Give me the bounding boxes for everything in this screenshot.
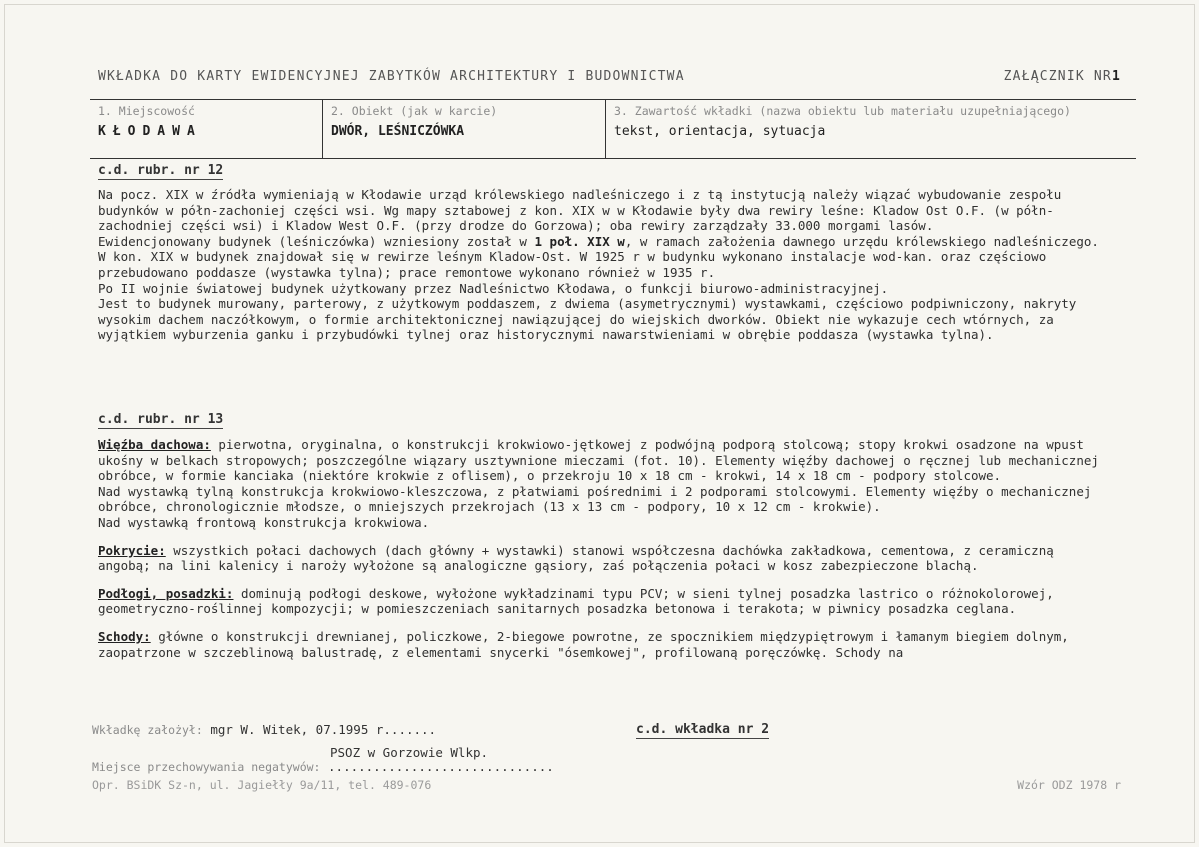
- paragraph: [98, 234, 1108, 281]
- paragraph-floors: [98, 586, 1108, 617]
- prepared-by: [92, 722, 436, 737]
- term-floors: Podłogi, posadzki:: [98, 585, 234, 601]
- publisher-address: Opr. BSiDK Sz-n, ul. Jagiełły 9a/11, tel. 489-076: [92, 778, 432, 792]
- archive-location-value: PSOZ w Gorzowie Wlkp.: [330, 745, 489, 760]
- continuation-note: c.d. wkładka nr 2: [636, 722, 770, 737]
- field-location-value: KŁODAWA: [98, 124, 202, 139]
- annex-label: ZAŁĄCZNIK NR: [1003, 69, 1112, 84]
- field-content-label: 3. Zawartość wkładki (nazwa obiektu lub materiału uzupełniającego): [614, 104, 1071, 118]
- section-12-body: [98, 187, 1108, 343]
- paragraph: Na pocz. XIX w źródła wymieniają w Kłodawie urząd królewskiego nadleśniczego i z tą instytucją należy wiązać wybudowanie zespołu budynków w półn-zachoniej części wsi. Wg mapy sztabowej z kon. XIX w w Kłodawie były dwa rewiry leśne: Kladow Ost O.F. (w półn-zachodniej części wsi) i Kladow West O.F. (przy drodze do Gorzowa); oba rewiry zarządzały 33.000 morgami lasów.: [98, 187, 1062, 234]
- form-template-id: Wzór ODZ 1978 r: [1017, 778, 1121, 792]
- paragraph-covering: [98, 543, 1108, 574]
- prepared-by-label: Wkładkę założył:: [92, 723, 203, 737]
- paragraph: Nad wystawką frontową konstrukcja krokwiowa.: [98, 514, 430, 530]
- term-roof-truss: Więźba dachowa:: [98, 437, 211, 452]
- text-run: wszystkich połaci dachowych (dach główny + wystawki) stanowi współczesna dachówka zakładkowa, cementowa, z ceramiczną angobą; na lini kalenicy i naroży wyłożone są analogiczne gąsiory, zaś połączenia połaci w kosz zabezpieczone blachą.: [98, 542, 1054, 574]
- date-emphasis: 1 poł. XIX w: [534, 233, 625, 249]
- prepared-by-value: mgr W. Witek, 07.1995 r.......: [210, 722, 437, 737]
- annex-number: [1004, 69, 1121, 84]
- paragraph-stairs: [98, 629, 1108, 660]
- text-run: dominują podłogi deskowe, wyłożone wykładzinami typu PCV; w sieni tylnej posadzka lastrico o różnokolorowej, geometryczno-roślinnej kompozycji; w pomieszczeniach sanitarnych posadzka betonowa i terakota; w piwnicy posadzka ceglana.: [98, 585, 1054, 617]
- field-object-value: DWÓR, LEŚNICZÓWKA: [331, 124, 465, 139]
- section-13-heading: c.d. rubr. nr 13: [98, 412, 224, 427]
- text-run: , w ramach założenia dawnego urzędu królewskiego nadleśniczego. W kon. XIX w budynek znajdował się w rewirze leśnym Kladow-Ost. W 1925 r w budynku wykonano instalacje wod-kan. oraz częściowo przebudowano poddasze (wystawka tylna); prace remontowe wykonano również w 1935 r.: [98, 233, 1099, 280]
- field-object-label: 2. Obiekt (jak w karcie): [331, 104, 498, 118]
- text-run: pierwotna, oryginalna, o konstrukcji krokwiowo-jętkowej z podwójną podporą stolcową; stopy krokwi osadzone na wpust ukośny w belkach stropowych; poszczególne wiązary usztywnione mieczami (fot. 10). Elementy więźby dachowej o ręcznej lub mechanicznej obróbce, w formie kanciaka (niektóre krokwie z oflisem), o przekroju 10 x 18 cm - krokwi, 14 x 18 cm - podpory stolcowe.: [98, 437, 1099, 484]
- field-location: [90, 100, 322, 158]
- paragraph: Jest to budynek murowany, parterowy, z użytkowym poddaszem, z dwiema (asymetrycznymi) wystawkami, częściowo podpiwniczony, nakryty wysokim dachem naczółkowym, o formie architektonicznej nawiązującej do wiejskich dworków. Obiekt nie wykazuje cech wtórnych, za wyjątkiem wyburzenia ganku i przybudówki tylnej oraz historycznymi nawarstwieniami w obrębie poddasza (wystawka tylna).: [98, 296, 1077, 343]
- paragraph: Po II wojnie światowej budynek użytkowany przez Nadleśnictwo Kłodawa, o funkcji biurowo-administracyjnej.: [98, 280, 889, 296]
- field-object: [322, 100, 605, 158]
- annex-value: 1: [1111, 69, 1121, 84]
- paragraph-roof-truss: [98, 437, 1108, 484]
- negatives-location-dots: ..............................: [328, 759, 554, 774]
- text-run: Ewidencjonowany budynek (leśniczówka) wzniesiony został w: [98, 233, 535, 249]
- field-content: [605, 100, 1136, 158]
- paragraph: Nad wystawką tylną konstrukcja krokwiowo-kleszczowa, z płatwiami pośrednimi i 2 podporami stolcowymi. Elementy więźby o mechanicznej obróbce, chronologicznie młodsze, o mniejszych przekrojach (13 x 13 cm - podpory, 10 x 12 cm - krokwie).: [98, 483, 1092, 515]
- term-stairs: Schody:: [98, 628, 151, 644]
- negatives-location: [92, 759, 554, 774]
- negatives-location-label: Miejsce przechowywania negatywów:: [92, 760, 321, 774]
- section-12-heading: c.d. rubr. nr 12: [98, 163, 224, 178]
- field-location-label: 1. Miejscowość: [98, 104, 195, 118]
- text-run: główne o konstrukcji drewnianej, policzkowe, 2-biegowe powrotne, ze spocznikiem międzypiętrowym i łamanym biegiem dolnym, zaopatrzone w szczeblinową balustradę, z elementami snycerki "ósemkowej", profilowaną poręczówkę. Schody na: [98, 628, 1069, 660]
- document-title: WKŁADKA DO KARTY EWIDENCYJNEJ ZABYTKÓW ARCHITEKTURY I BUDOWNICTWA: [98, 69, 685, 84]
- field-content-value: tekst, orientacja, sytuacja: [614, 124, 826, 139]
- identification-fields: [90, 99, 1136, 159]
- section-13-body: [98, 437, 1108, 660]
- term-covering: Pokrycie:: [98, 542, 166, 558]
